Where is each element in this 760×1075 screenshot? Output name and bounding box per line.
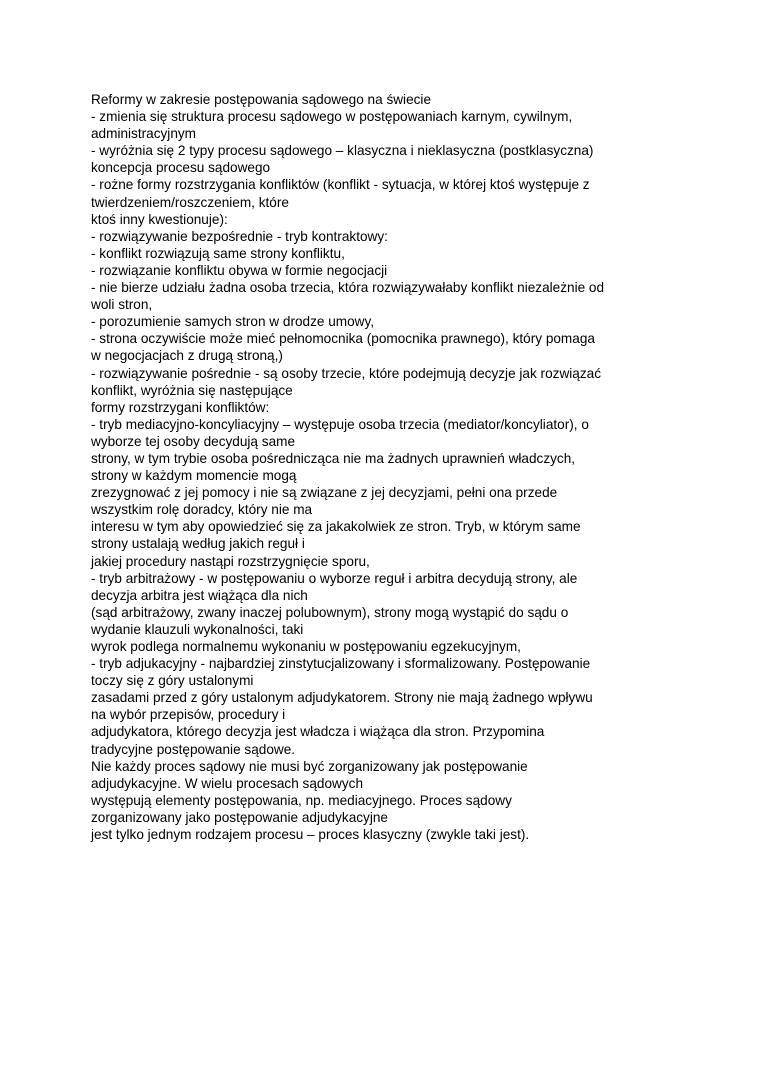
text-line: adjudykatora, którego decyzja jest władcza i wiążąca dla stron. Przypomina — [91, 724, 545, 740]
text-line: zrezygnować z jej pomocy i nie są związane z jej decyzjami, pełni ona przede — [91, 485, 558, 501]
text-line: wszystkim rolę doradcy, który nie ma — [91, 502, 313, 518]
text-line: występują elementy postępowania, np. mediacyjnego. Proces sądowy — [91, 792, 512, 808]
text-line: - strona oczywiście może mieć pełnomocnika (pomocnika prawnego), który pomaga — [91, 331, 595, 347]
text-line: adjudykacyjne. W wielu procesach sądowych — [91, 775, 364, 791]
text-line: (sąd arbitrażowy, zwany inaczej polubownym), strony mogą wystąpić do sądu o — [91, 604, 569, 620]
text-line: strony w każdym momencie mogą — [91, 468, 297, 484]
text-line: interesu w tym aby opowiedzieć się za jakakolwiek ze stron. Tryb, w którym same — [91, 519, 581, 535]
text-line: konflikt, wyróżnia się następujące — [91, 382, 293, 398]
text-line: woli stron, — [91, 297, 153, 313]
text-line: - konflikt rozwiązują same strony konfliktu, — [91, 245, 345, 261]
text-line: administracyjnym — [91, 126, 196, 142]
text-line: decyzja arbitra jest wiążąca dla nich — [91, 587, 308, 603]
text-line: toczy się z góry ustalonymi — [91, 673, 254, 689]
text-line: zorganizowany jako postępowanie adjudykacyjne — [91, 809, 388, 825]
text-line: na wybór przepisów, procedury i — [91, 707, 286, 723]
text-line: - rozwiązywanie bezpośrednie - tryb kontraktowy: — [91, 228, 388, 244]
text-line: twierdzeniem/roszczeniem, które — [91, 194, 289, 210]
text-line: wydanie klauzuli wykonalności, taki — [91, 621, 304, 637]
text-line: Nie każdy proces sądowy nie musi być zorganizowany jak postępowanie — [91, 758, 528, 774]
text-line: jakiej procedury nastąpi rozstrzygnięcie sporu, — [91, 553, 370, 569]
text-line: zasadami przed z góry ustalonym adjudykatorem. Strony nie mają żadnego wpływu — [91, 690, 593, 706]
text-line: strony, w tym trybie osoba pośrednicząca nie ma żadnych uprawnień władczych, — [91, 450, 576, 466]
text-line: - zmienia się struktura procesu sądowego w postępowaniach karnym, cywilnym, — [91, 109, 573, 125]
text-line: w negocjacjach z drugą stroną,) — [91, 348, 283, 364]
text-line: - tryb adjukacyjny - najbardziej zinstytucjalizowany i sformalizowany. Postępowanie — [91, 656, 591, 672]
text-line: strony ustalają według jakich reguł i — [91, 536, 305, 552]
document-page — [91, 91, 681, 843]
text-line: jest tylko jednym rodzajem procesu – proces klasyczny (zwykle taki jest). — [91, 827, 530, 843]
text-line: - tryb mediacyjno-koncyliacyjny – występuje osoba trzecia (mediator/koncyliator), o — [91, 416, 589, 432]
text-line: - rożne formy rozstrzygania konfliktów (konflikt - sytuacja, w której ktoś występuje z — [91, 177, 590, 193]
text-line: wyborze tej osoby decydują same — [91, 433, 296, 449]
text-line: - wyróżnia się 2 typy procesu sądowego – klasyczna i nieklasyczna (postklasyczna) — [91, 143, 594, 159]
text-line: ktoś inny kwestionuje): — [91, 211, 228, 227]
text-line: formy rozstrzygani konfliktów: — [91, 399, 270, 415]
text-line: koncepcja procesu sądowego — [91, 160, 271, 176]
text-line: - rozwiązanie konfliktu obywa w formie negocjacji — [91, 262, 388, 278]
text-line: - rozwiązywanie pośrednie - są osoby trzecie, które podejmują decyzje jak rozwiązać — [91, 365, 601, 381]
document-title: Reformy w zakresie postępowania sądowego na świecie — [91, 92, 432, 107]
text-line: wyrok podlega normalnemu wykonaniu w postępowaniu egzekucyjnym, — [91, 639, 521, 654]
text-line: tradycyjne postępowanie sądowe. — [91, 741, 296, 757]
text-line: - porozumienie samych stron w drodze umowy, — [91, 314, 375, 330]
text-line: - tryb arbitrażowy - w postępowaniu o wyborze reguł i arbitra decydują strony, ale — [91, 570, 578, 586]
text-line: - nie bierze udziału żadna osoba trzecia, która rozwiązywałaby konflikt niezależnie od — [91, 280, 605, 296]
